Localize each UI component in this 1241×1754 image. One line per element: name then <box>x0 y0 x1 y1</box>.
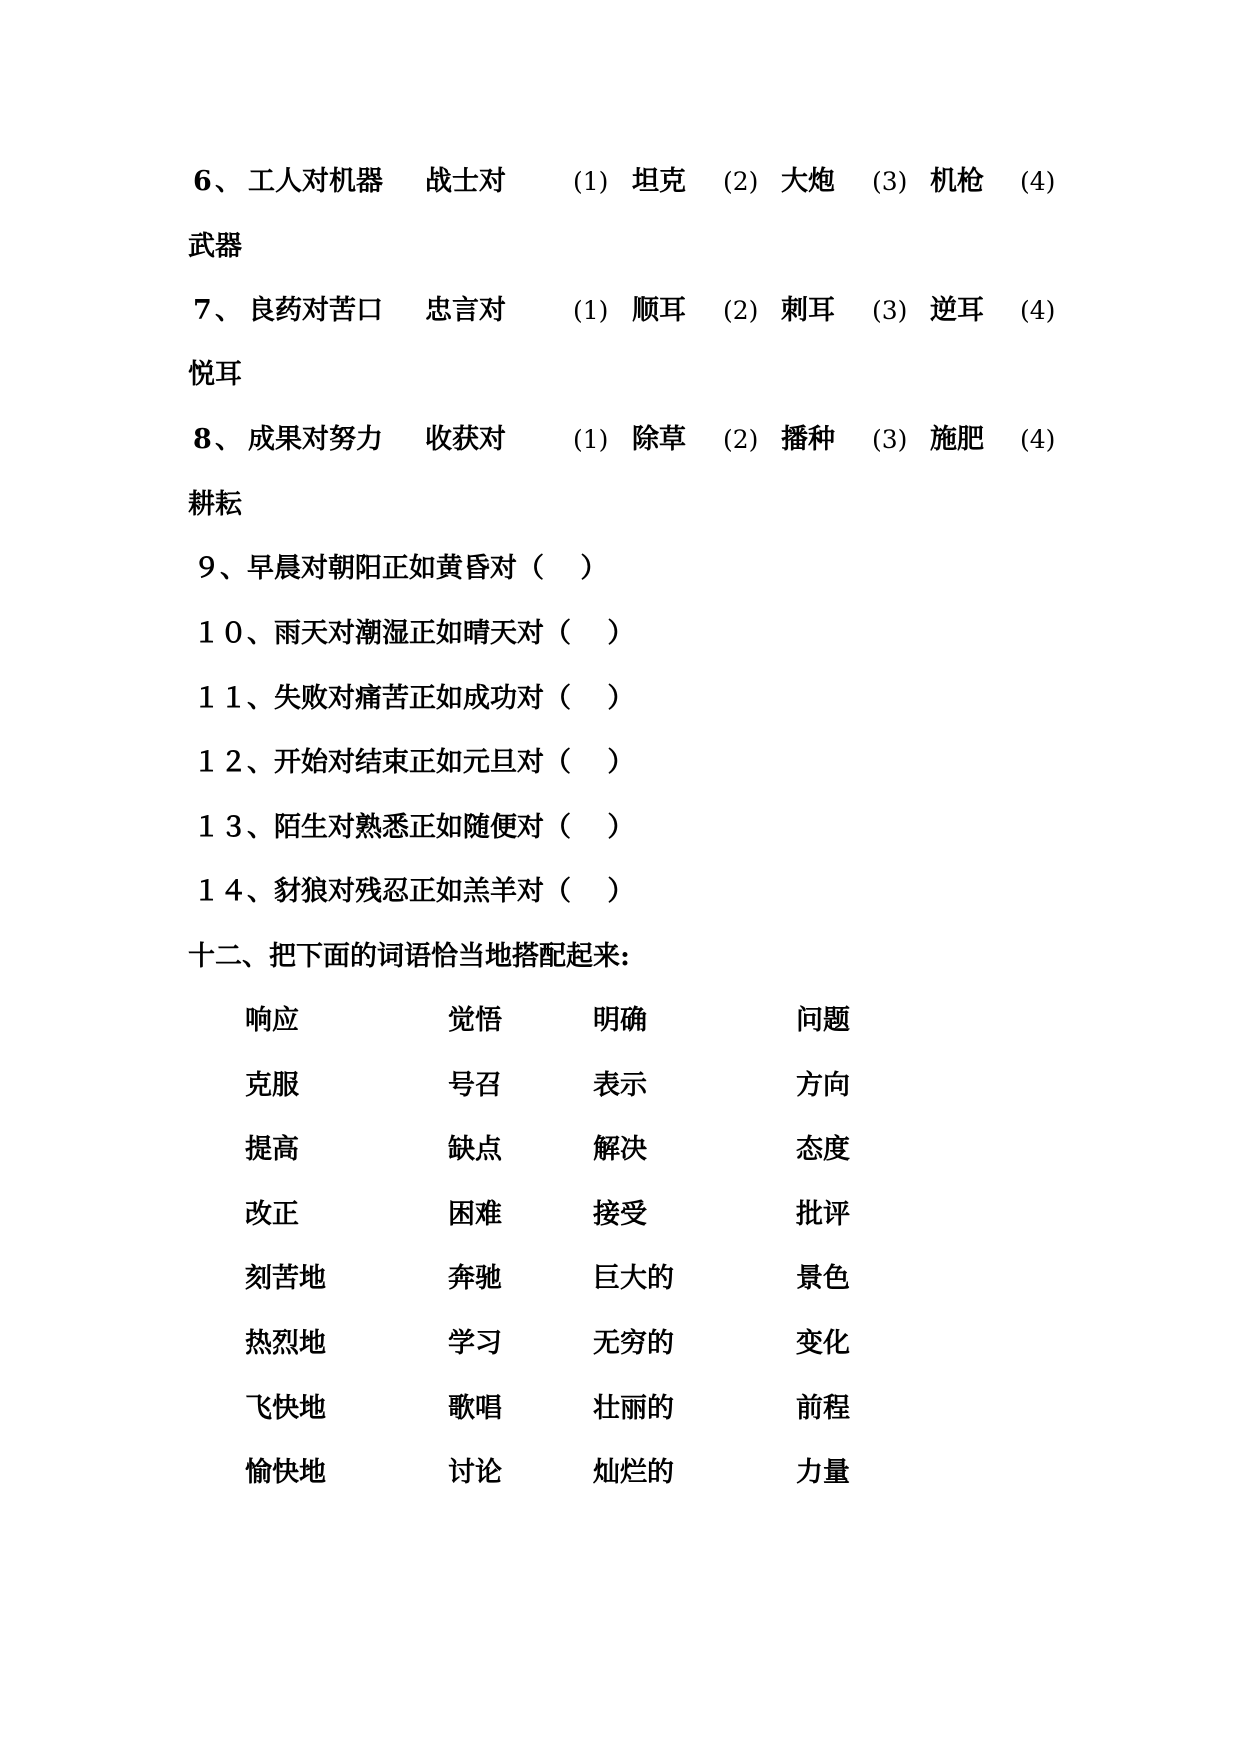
matching-word-col3: 解决 <box>593 1134 647 1165</box>
option-4: 武器 <box>188 231 242 262</box>
matching-word-col3: 无穷的 <box>593 1328 674 1359</box>
matching-word-col1: 克服 <box>245 1070 299 1101</box>
option-1: 除草 <box>632 424 686 455</box>
option-mark-4: (4) <box>1020 425 1056 454</box>
option-1: 坦克 <box>632 166 686 197</box>
option-1: 顺耳 <box>632 295 686 326</box>
question-13: １３、陌生对熟悉正如随便对（ ） <box>193 812 635 843</box>
matching-word-col2: 缺点 <box>448 1134 502 1165</box>
option-mark-1: (1) <box>573 296 609 325</box>
question-10: １０、雨天对潮湿正如晴天对（ ） <box>193 618 635 649</box>
question-number: 7 <box>193 295 212 326</box>
matching-word-col1: 热烈地 <box>245 1328 326 1359</box>
option-mark-2: (2) <box>723 167 759 196</box>
question-stem-a: 工人对机器 <box>248 166 383 197</box>
matching-word-col2: 奔驰 <box>448 1263 502 1294</box>
matching-word-col3: 灿烂的 <box>593 1457 674 1488</box>
option-mark-4: (4) <box>1020 167 1056 196</box>
question-stem-b: 战士对 <box>425 166 506 197</box>
matching-word-col3: 巨大的 <box>593 1263 674 1294</box>
matching-word-col4: 批评 <box>796 1199 850 1230</box>
option-mark-1: (1) <box>573 425 609 454</box>
option-3: 机枪 <box>930 166 984 197</box>
matching-word-col1: 响应 <box>245 1005 299 1036</box>
question-separator: 、 <box>215 166 242 197</box>
option-mark-3: (3) <box>872 296 908 325</box>
matching-word-col3: 明确 <box>593 1005 647 1036</box>
option-mark-3: (3) <box>872 425 908 454</box>
option-2: 刺耳 <box>781 295 835 326</box>
option-mark-2: (2) <box>723 425 759 454</box>
question-number: 8 <box>193 424 212 455</box>
matching-word-col3: 表示 <box>593 1070 647 1101</box>
question-11: １１、失败对痛苦正如成功对（ ） <box>193 683 635 714</box>
matching-word-col3: 壮丽的 <box>593 1393 674 1424</box>
option-mark-1: (1) <box>573 167 609 196</box>
matching-word-col2: 困难 <box>448 1199 502 1230</box>
matching-word-col2: 觉悟 <box>448 1005 502 1036</box>
matching-word-col4: 方向 <box>796 1070 850 1101</box>
question-stem-b: 收获对 <box>425 424 506 455</box>
matching-word-col1: 改正 <box>245 1199 299 1230</box>
matching-word-col1: 飞快地 <box>245 1393 326 1424</box>
matching-word-col1: 刻苦地 <box>245 1263 326 1294</box>
option-mark-3: (3) <box>872 167 908 196</box>
matching-word-col4: 力量 <box>796 1457 850 1488</box>
matching-word-col3: 接受 <box>593 1199 647 1230</box>
option-mark-2: (2) <box>723 296 759 325</box>
option-mark-4: (4) <box>1020 296 1056 325</box>
matching-word-col2: 学习 <box>448 1328 502 1359</box>
question-12: １２、开始对结束正如元旦对（ ） <box>193 747 635 778</box>
matching-word-col4: 变化 <box>796 1328 850 1359</box>
section-title: 十二、把下面的词语恰当地搭配起来: <box>188 941 630 972</box>
question-separator: 、 <box>215 295 242 326</box>
question-number: 6 <box>193 166 212 197</box>
question-separator: 、 <box>215 424 242 455</box>
option-2: 大炮 <box>781 166 835 197</box>
question-stem-a: 良药对苦口 <box>248 295 383 326</box>
matching-word-col4: 景色 <box>796 1263 850 1294</box>
matching-word-col4: 问题 <box>796 1005 850 1036</box>
matching-word-col4: 前程 <box>796 1393 850 1424</box>
matching-word-col2: 讨论 <box>448 1457 502 1488</box>
option-2: 播种 <box>781 424 835 455</box>
matching-word-col1: 愉快地 <box>245 1457 326 1488</box>
question-stem-a: 成果对努力 <box>248 424 383 455</box>
question-stem-b: 忠言对 <box>425 295 506 326</box>
question-9: ９、早晨对朝阳正如黄昏对（ ） <box>193 553 608 584</box>
option-3: 施肥 <box>930 424 984 455</box>
question-14: １４、豺狼对残忍正如羔羊对（ ） <box>193 876 635 907</box>
matching-word-col1: 提高 <box>245 1134 299 1165</box>
matching-word-col2: 歌唱 <box>448 1393 502 1424</box>
matching-word-col4: 态度 <box>796 1134 850 1165</box>
option-3: 逆耳 <box>930 295 984 326</box>
option-4: 悦耳 <box>188 359 242 390</box>
option-4: 耕耘 <box>188 489 242 520</box>
matching-word-col2: 号召 <box>448 1070 502 1101</box>
